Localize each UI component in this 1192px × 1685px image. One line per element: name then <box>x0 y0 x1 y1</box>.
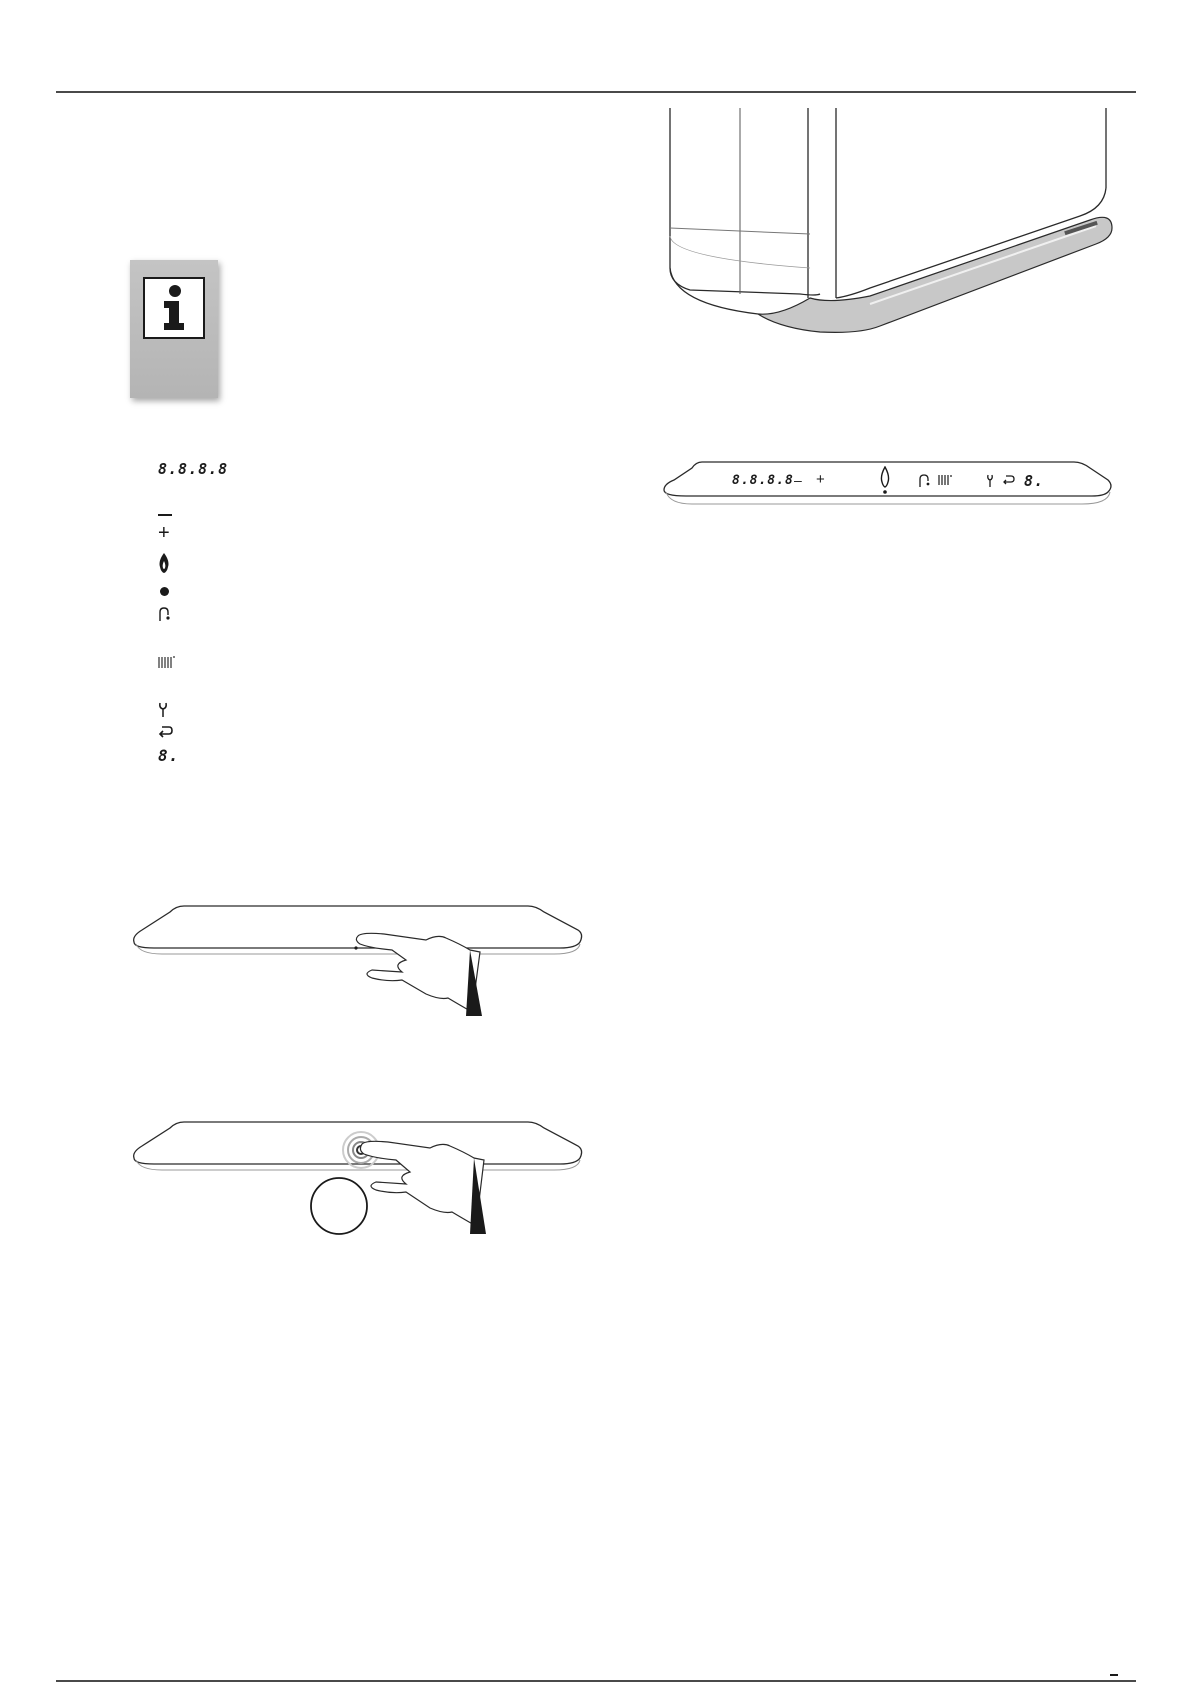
info-icon <box>143 277 205 339</box>
single-digit-display-icon: 8. <box>158 746 180 765</box>
hot-water-tap-icon <box>158 607 172 622</box>
dot-icon <box>160 587 169 596</box>
footer-rule <box>56 1680 1136 1682</box>
touch-panel-illustration-1 <box>130 904 585 1016</box>
touch-panel-illustration-2 <box>130 1120 585 1238</box>
radiator-icon <box>158 655 176 669</box>
panel-minus-button[interactable]: – <box>794 472 802 488</box>
minus-icon <box>158 514 172 516</box>
info-notice <box>130 260 218 398</box>
panel-flame-icon <box>880 466 890 494</box>
panel-digit: 8. <box>1024 472 1045 490</box>
flame-icon <box>158 552 170 574</box>
panel-plus-button[interactable]: + <box>816 471 825 488</box>
panel-reset-icon[interactable] <box>1002 474 1016 488</box>
footer-mark <box>1110 1674 1118 1676</box>
control-panel-strip <box>662 460 1114 510</box>
panel-wrench-icon[interactable] <box>986 474 994 488</box>
plus-icon: + <box>158 522 170 544</box>
header-rule <box>56 91 1136 93</box>
panel-hot-water-icon[interactable] <box>918 474 930 488</box>
panel-radiator-icon[interactable] <box>938 474 952 486</box>
wrench-icon <box>158 702 168 718</box>
reset-arrow-icon <box>158 725 174 739</box>
panel-display: 8.8.8.8 <box>732 473 794 488</box>
boiler-illustration <box>660 108 1120 340</box>
seven-segment-display-icon: 8.8.8.8 <box>158 460 229 478</box>
